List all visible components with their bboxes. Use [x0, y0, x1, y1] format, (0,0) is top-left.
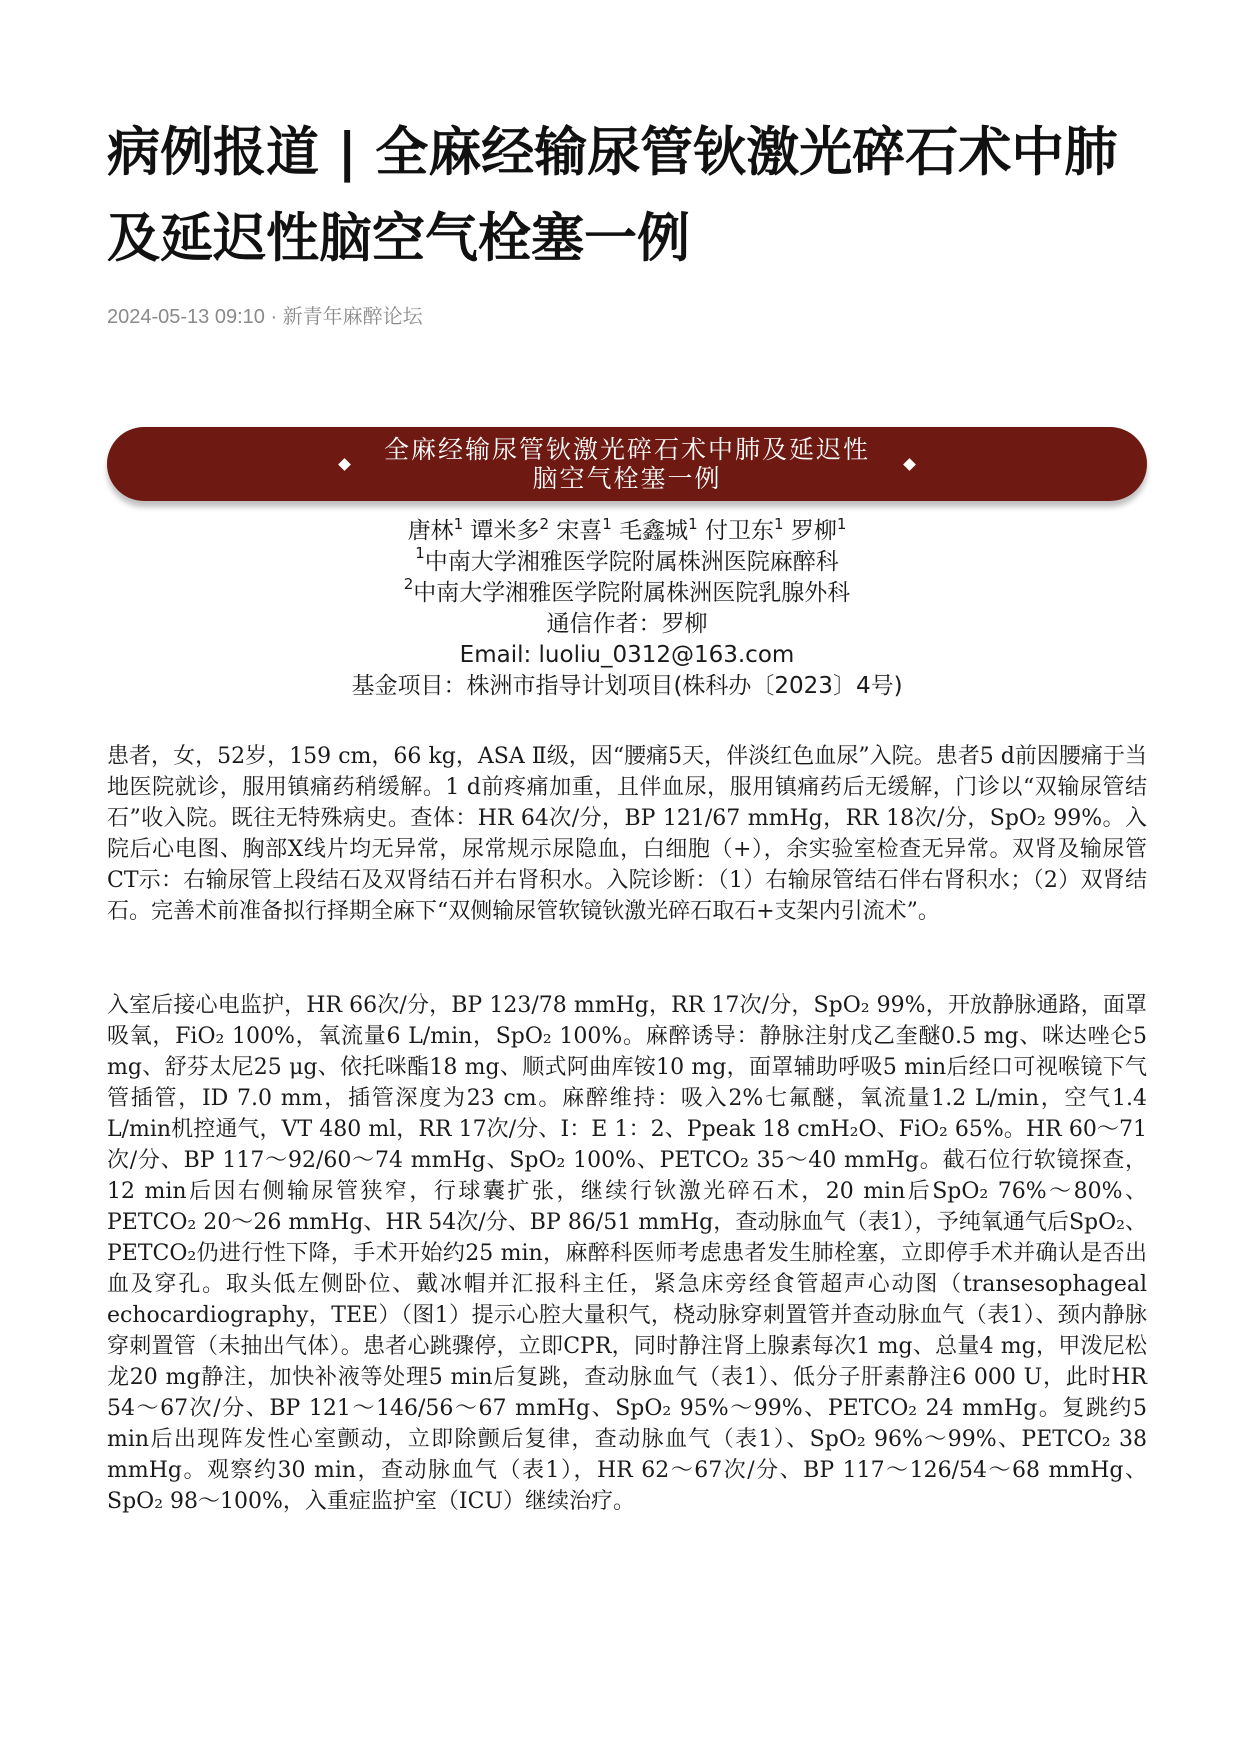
body-paragraph-1: 患者，女，52岁，159 cm，66 kg，ASA Ⅱ级，因“腰痛5天，伴淡红色血尿”入院。患者5 d前因腰痛于当地医院就诊，服用镇痛药稍缓解。1 d前疼痛加重，且伴血尿，服用镇痛药后无缓解，门诊以“双输尿管结石”收入院。既往无特殊病史。查体：HR 64次/分，BP 121/67 mmHg，RR 18次/分，SpO₂ 99%。入院后心电图、胸部X线片均无异常，尿常规示尿隐血，白细胞（+），余实验室检查无异常。双肾及输尿管CT示：右输尿管上段结石及双肾结石并右肾积水。入院诊断：（1）右输尿管结石伴右肾积水；（2）双肾结石。完善术前准备拟行择期全麻下“双侧输尿管软镜钬激光碎石取石+支架内引流术”。	[107, 744, 1147, 924]
body-paragraph-2: 入室后接心电监护，HR 66次/分，BP 123/78 mmHg，RR 17次/分，SpO₂ 99%，开放静脉通路，面罩吸氧，FiO₂ 100%，氧流量6 L/min，SpO₂ 100%。麻醉诱导：静脉注射戊乙奎醚0.5 mg、咪达唑仑5 mg、舒芬太尼25 μg、依托咪酯18 mg、顺式阿曲库铵10 mg，面罩辅助呼吸5 min后经口可视喉镜下气管插管，ID 7.0 mm，插管深度为23 cm。麻醉维持：吸入2%七氟醚，氧流量1.2 L/min，空气1.4 L/min机控通气，VT 480 ml，RR 17次/分、I：E 1：2、Ppeak 18 cmH₂O、FiO₂ 65%。HR 60～71次/分、BP 117～92/60～74 mmHg、SpO₂ 100%、PETCO₂ 35～40 mmHg。截石位行软镜探查，12 min后因右侧输尿管狭窄，行球囊扩张，继续行钬激光碎石术，20 min后SpO₂ 76%～80%、PETCO₂ 20～26 mmHg、HR 54次/分、BP 86/51 mmHg，查动脉血气（表1），予纯氧通气后SpO₂、PETCO₂仍进行性下降，手术开始约25 min，麻醉科医师考虑患者发生肺栓塞，立即停手术并确认是否出血及穿孔。取头低左侧卧位、戴冰帽并汇报科主任，紧急床旁经食管超声心动图（transesophageal echocardiography，TEE）（图1）提示心腔大量积气，桡动脉穿刺置管并查动脉血气（表1）、颈内静脉穿刺置管（未抽出气体）。患者心跳骤停，立即CPR，同时静注肾上腺素每次1 mg、总量4 mg，甲泼尼松龙20 mg静注，加快补液等处理5 min后复跳，查动脉血气（表1）、低分子肝素静注6 000 U，此时HR 54～67次/分、BP 121～146/56～67 mmHg、SpO₂ 95%～99%、PETCO₂ 24 mmHg。复跳约5 min后出现阵发性心室颤动，立即除颤后复律，查动脉血气（表1）、SpO₂ 96%～99%、PETCO₂ 38 mmHg。观察约30 min，查动脉血气（表1），HR 62～67次/分、BP 117～126/54～68 mmHg、SpO₂ 98～100%，入重症监护室（ICU）继续治疗。	[107, 993, 1147, 1514]
author-name: 罗柳	[790, 518, 837, 544]
affiliation-2	[107, 575, 1147, 609]
author-sup: 1	[836, 515, 847, 533]
affiliation-sup: 1	[415, 544, 425, 562]
author-name: 谭米多	[470, 518, 540, 544]
author-list	[107, 516, 1147, 547]
diamond-icon	[903, 458, 916, 471]
diamond-icon	[338, 458, 351, 471]
author-sup: 1	[688, 515, 698, 533]
author-info	[107, 516, 1147, 702]
banner-line-1: 全麻经输尿管钬激光碎石术中肺及延迟性	[383, 435, 870, 464]
affiliation-text: 中南大学湘雅医学院附属株洲医院乳腺外科	[413, 580, 851, 606]
affiliation-1	[107, 544, 1147, 578]
article-meta: 2024-05-13 09:10 · 新青年麻醉论坛	[107, 306, 423, 328]
corresponding-author: 通信作者：罗柳	[546, 611, 708, 637]
author-sup: 2	[539, 515, 549, 533]
section-banner	[107, 427, 1147, 501]
affiliation-sup: 2	[403, 575, 414, 593]
author-name: 毛鑫城	[619, 518, 689, 544]
author-sup: 1	[602, 515, 612, 533]
funding-info: 基金项目：株洲市指导计划项目(株科办〔2023〕4号)	[351, 673, 903, 699]
affiliation-text: 中南大学湘雅医学院附属株洲医院麻醉科	[424, 549, 839, 575]
author-name: 宋喜	[556, 518, 603, 544]
banner-line-2: 脑空气栓塞一例	[532, 464, 722, 493]
article-title: 病例报道 | 全麻经输尿管钬激光碎石术中肺及延迟性脑空气栓塞一例	[107, 122, 1118, 269]
author-name: 唐林	[407, 518, 454, 544]
banner-title	[384, 435, 870, 493]
author-sup: 1	[453, 515, 464, 533]
author-email: Email: luoliu_0312@163.com	[459, 642, 795, 668]
author-sup: 1	[774, 515, 784, 533]
author-name: 付卫东	[705, 518, 775, 544]
